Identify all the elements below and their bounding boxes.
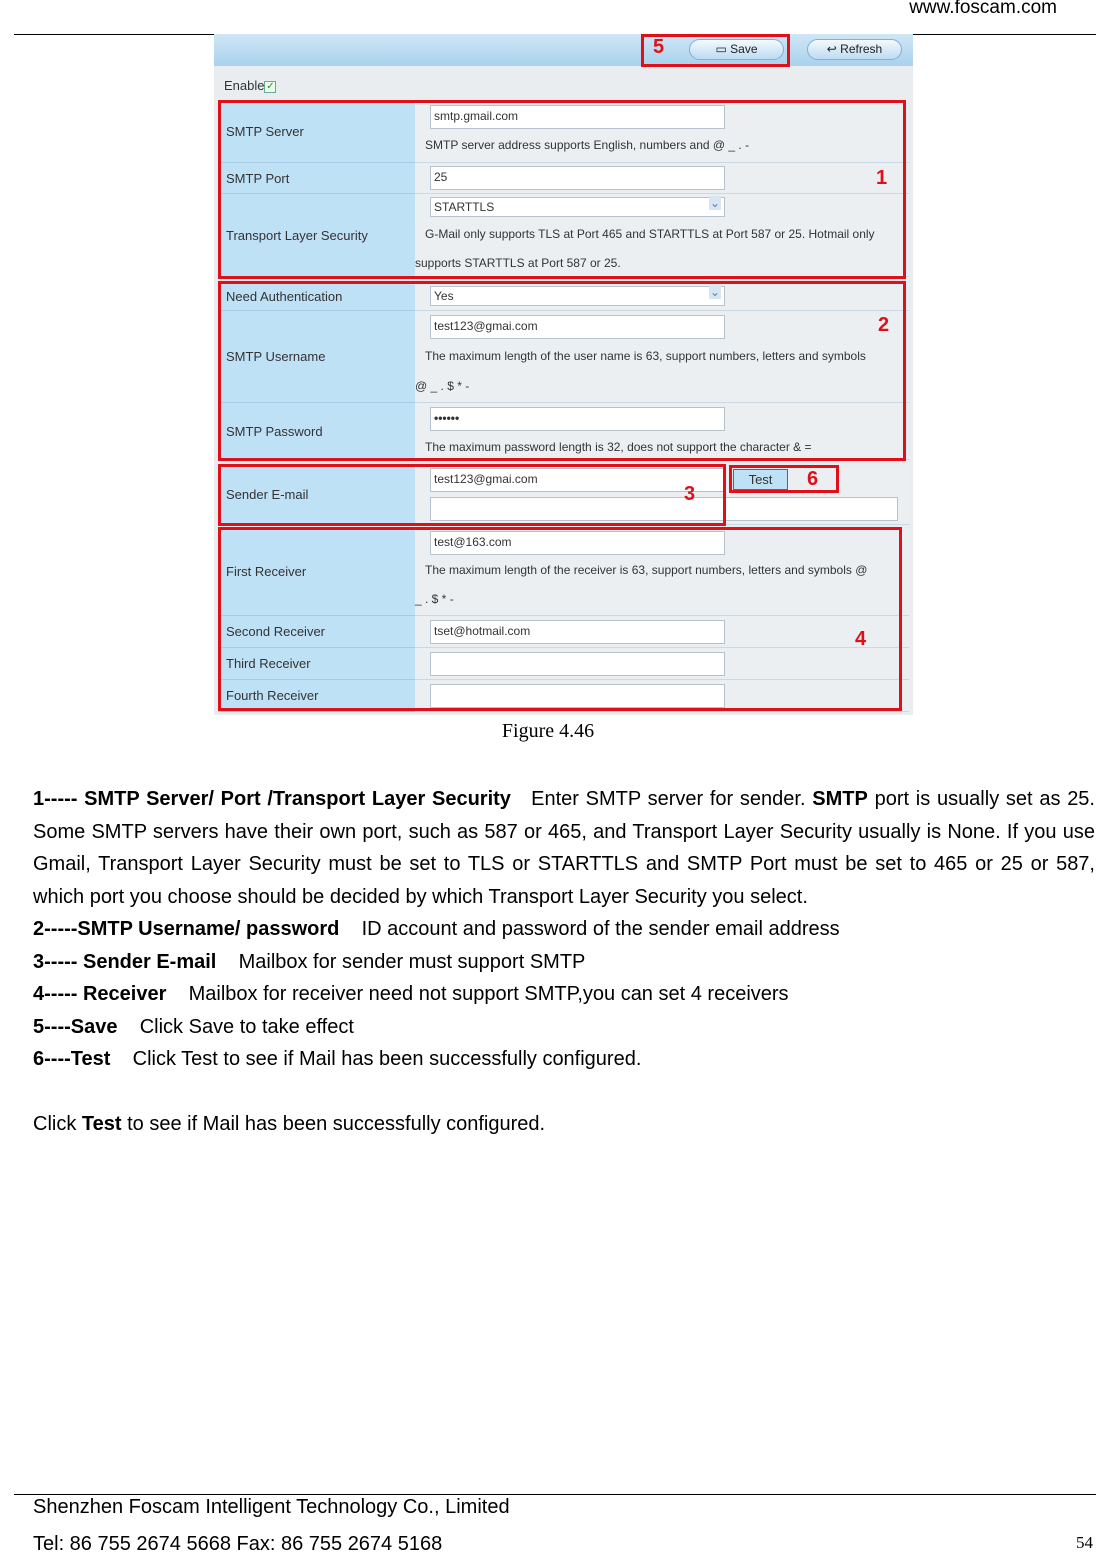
footer-contact: Tel: 86 755 2674 5668 Fax: 86 755 2674 5168: [33, 1533, 443, 1555]
username-hint: The maximum length of the user name is 63, support numbers, letters and symbols: [425, 349, 866, 363]
label-need-auth: Need Authentication: [218, 282, 415, 311]
para-save: 5----Save Click Save to take effect: [33, 1015, 354, 1038]
marker-1: 1: [876, 167, 888, 189]
label-smtp-port: SMTP Port: [218, 163, 415, 194]
para-click-test: Click Test to see if Mail has been successfully configured.: [33, 1112, 546, 1135]
marker-2: 2: [878, 314, 890, 336]
annotation-box-3: [218, 464, 726, 526]
smtp-server-input[interactable]: smtp.gmail.com: [430, 105, 725, 129]
refresh-button[interactable]: ↩ Refresh: [807, 39, 902, 60]
label-tls: Transport Layer Security: [218, 194, 415, 277]
sender-input[interactable]: test123@gmai.com: [430, 468, 725, 492]
page-number: 54: [1076, 1533, 1093, 1552]
para-test: 6----Test Click Test to see if Mail has been successfully configured.: [33, 1048, 642, 1070]
tls-select[interactable]: STARTTLS ⌄: [430, 197, 725, 217]
para-username: 2-----SMTP Username/ password ID account and password of the sender email address: [33, 918, 840, 940]
enable-row: Enable ✓: [224, 78, 275, 93]
para-receiver: 4----- Receiver Mailbox for receiver need not support SMTP,you can set 4 receivers: [33, 983, 789, 1005]
header-rule-right: [913, 34, 1096, 35]
label-smtp-server: SMTP Server: [218, 101, 415, 163]
marker-5: 5: [653, 36, 665, 58]
test-button[interactable]: Test: [733, 469, 788, 490]
label-third-receiver: Third Receiver: [218, 648, 415, 680]
para-smtp-server: 1----- SMTP Server/ Port /Transport Layer Security Enter SMTP server for sender. SMTP port is usually set as 25. Some SMTP servers have their own port, such as 587 or 465, and Transport Layer Security usually is None. If you use Gmail, Transport Layer Security must be set to TLS or STARTTLS and SMTP Port must be set to 465 or 25 or 587, which port you choose should be decided by which Transport Layer Security you select.: [33, 788, 1095, 908]
footer-company: Shenzhen Foscam Intelligent Technology Co., Limited: [33, 1496, 510, 1518]
header-rule-left: [14, 34, 214, 35]
first-receiver-hint-2: _ . $ * -: [415, 592, 454, 606]
need-auth-select[interactable]: Yes ⌄: [430, 286, 725, 306]
smtp-port-input[interactable]: 25: [430, 166, 725, 190]
tls-hint-2: supports STARTTLS at Port 587 or 25.: [415, 256, 621, 270]
save-icon: ▭: [715, 42, 731, 56]
figure-caption: Figure 4.46: [501, 720, 595, 742]
header-url: www.foscam.com: [909, 0, 1057, 18]
first-receiver-hint: The maximum length of the receiver is 63, support numbers, letters and symbols @: [425, 563, 868, 577]
refresh-icon: ↩: [826, 42, 841, 56]
tls-hint: G-Mail only supports TLS at Port 465 and STARTTLS at Port 587 or 25. Hotmail only: [425, 227, 875, 241]
label-password: SMTP Password: [218, 403, 415, 460]
marker-6: 6: [807, 468, 819, 490]
marker-4: 4: [855, 628, 867, 650]
email-settings-screenshot: [214, 34, 913, 715]
password-input[interactable]: ••••••: [430, 407, 725, 431]
annotation-box-6: [729, 465, 839, 493]
annotation-box-2: [218, 281, 906, 461]
first-receiver-input[interactable]: test@163.com: [430, 531, 725, 555]
label-sender: Sender E-mail: [218, 465, 415, 525]
label-first-receiver: First Receiver: [218, 528, 415, 616]
marker-3: 3: [684, 483, 696, 505]
username-input[interactable]: test123@gmai.com: [430, 315, 725, 339]
label-username: SMTP Username: [218, 311, 415, 403]
save-button[interactable]: ▭ Save: [689, 39, 784, 60]
second-receiver-input[interactable]: tset@hotmail.com: [430, 620, 725, 644]
para-sender: 3----- Sender E-mail Mailbox for sender must support SMTP: [33, 950, 586, 973]
label-second-receiver: Second Receiver: [218, 616, 415, 648]
footer-rule: [14, 1494, 1096, 1495]
smtp-server-hint: SMTP server address supports English, numbers and @ _ . -: [425, 138, 750, 152]
body-text: [33, 783, 1095, 1140]
password-hint: The maximum password length is 32, does not support the character & =: [425, 440, 812, 454]
annotation-box-1: [218, 100, 906, 279]
username-hint-2: @ _ . $ * -: [415, 379, 470, 393]
enable-checkbox[interactable]: ✓: [266, 80, 275, 92]
label-fourth-receiver: Fourth Receiver: [218, 680, 415, 712]
annotation-box-4: [218, 527, 902, 711]
